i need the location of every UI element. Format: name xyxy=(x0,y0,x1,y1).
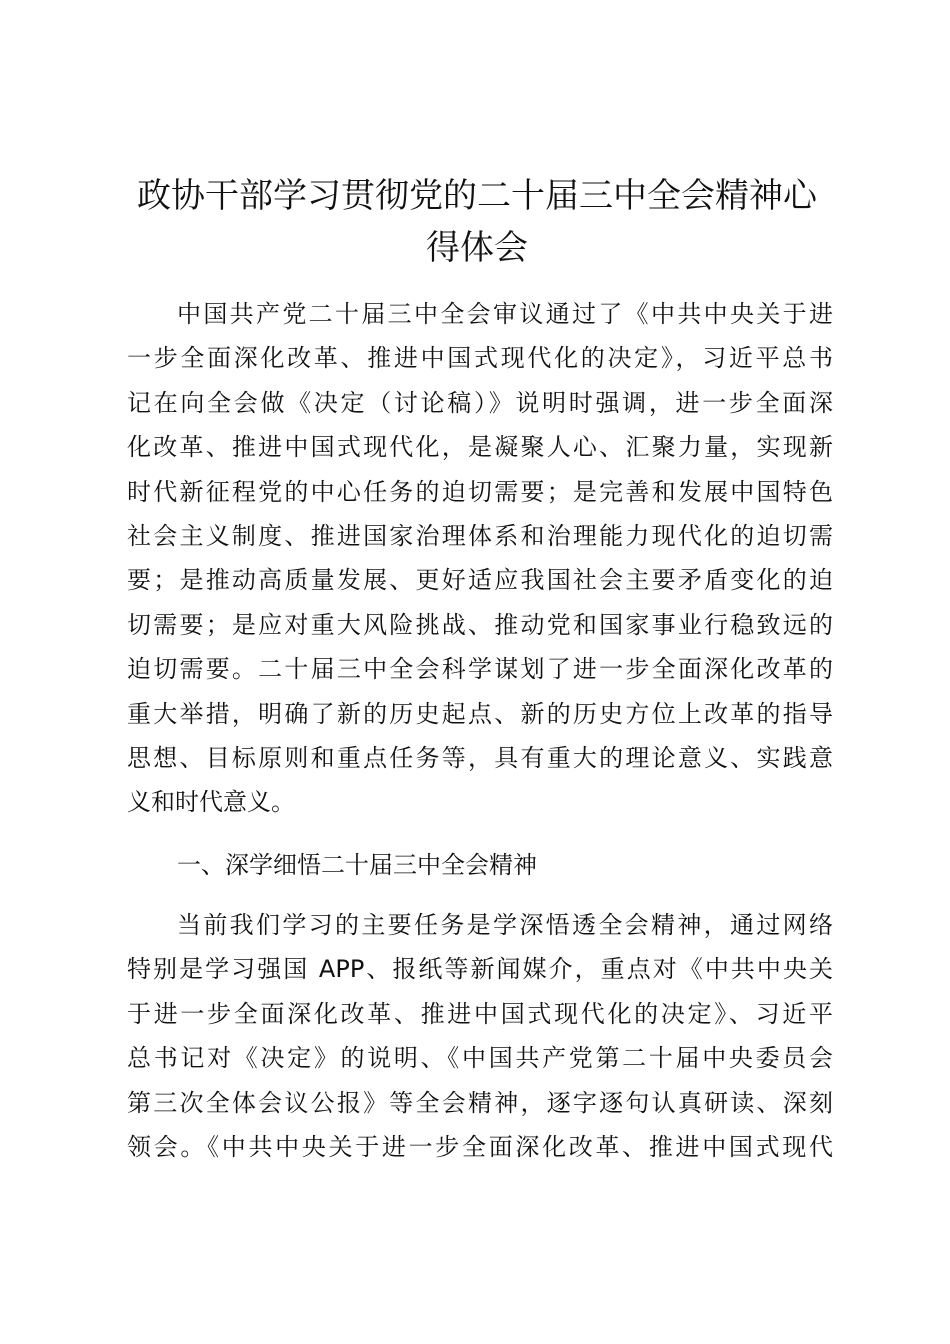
text-line: 当前我们学习的主要任务是学深悟透全会精神，通过网络 xyxy=(177,911,833,939)
paragraph-intro xyxy=(127,292,833,825)
text-line: 时代新征程党的中心任务的迫切需要；是完善和发展中国特色 xyxy=(127,477,833,506)
text-line: 记在向全会做《决定（讨论稿）》说明时强调，进一步全面深 xyxy=(127,388,833,417)
text-line: 第三次全体会议公报》等全会精神，逐字逐句认真研读、深刻 xyxy=(127,1088,833,1117)
text-line: 领会。《中共中央关于进一步全面深化改革、推进中国式现代 xyxy=(127,1132,833,1161)
text-line: 重大举措，明确了新的历史起点、新的历史方位上改革的指导 xyxy=(127,699,833,728)
text-line: 要；是推动高质量发展、更好适应我国社会主要矛盾变化的迫 xyxy=(127,566,833,595)
title-line: 政协干部学习贯彻党的二十届三中全会精神心 xyxy=(137,176,817,216)
paragraph-study xyxy=(127,903,833,1169)
text-line: 迫切需要。二十届三中全会科学谋划了进一步全面深化改革的 xyxy=(127,655,833,684)
text-line: 切需要；是应对重大风险挑战、推动党和国家事业行稳致远的 xyxy=(127,610,833,639)
text-line: 思想、目标原则和重点任务等，具有重大的理论意义、实践意 xyxy=(127,743,833,772)
text-line: 特别是学习强国 APP、报纸等新闻媒介，重点对《中共中央关 xyxy=(127,955,833,984)
document-title xyxy=(124,170,830,274)
text-line: 化改革、推进中国式现代化，是凝聚人心、汇聚力量，实现新 xyxy=(127,433,833,462)
text-line: 于进一步全面深化改革、推进中国式现代化的决定》、习近平 xyxy=(127,999,833,1028)
text-line: 一步全面深化改革、推进中国式现代化的决定》，习近平总书 xyxy=(127,344,833,373)
text-line: 总书记对《决定》的说明、《中国共产党第二十届中央委员会 xyxy=(127,1044,833,1073)
text-line: 义和时代意义。 xyxy=(127,788,295,817)
title-line: 得体会 xyxy=(426,228,528,268)
text-line: 社会主义制度、推进国家治理体系和治理能力现代化的迫切需 xyxy=(127,521,833,550)
section-heading: 一、深学细悟二十届三中全会精神 xyxy=(177,851,537,879)
text-line: 中国共产党二十届三中全会审议通过了《中共中央关于进 xyxy=(177,300,833,328)
